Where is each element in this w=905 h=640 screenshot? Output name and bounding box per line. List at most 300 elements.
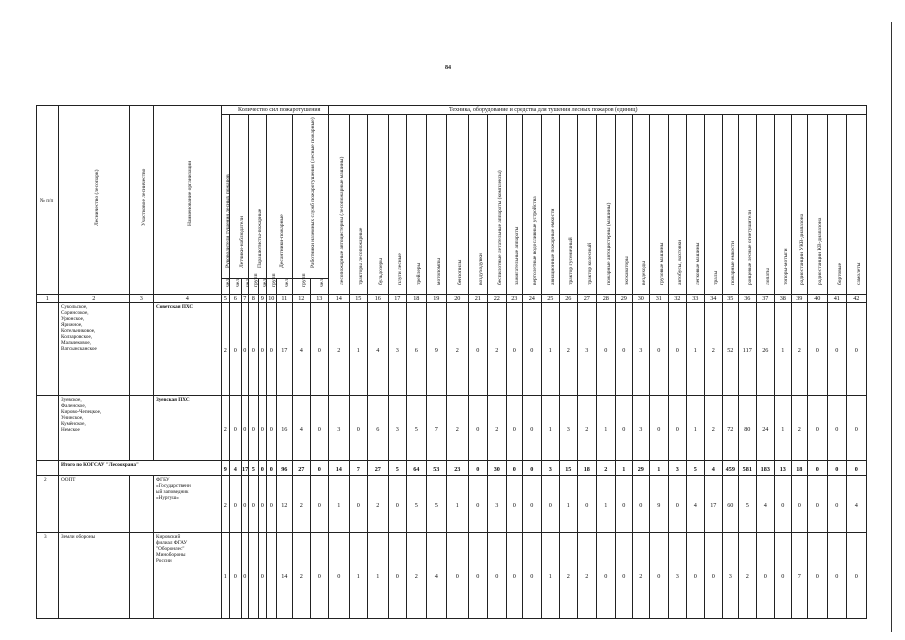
- cell-value: 0: [604, 346, 608, 354]
- cell-value: 0: [815, 501, 819, 509]
- cell-value: 27: [298, 465, 305, 473]
- row-4-val-40: [807, 532, 828, 619]
- row-0-val-30: [632, 302, 650, 396]
- col-number-text: 2: [92, 295, 96, 302]
- row-4-val-41: [827, 532, 847, 619]
- row-4-val-26: [559, 532, 578, 619]
- col-number-text: 22: [493, 295, 500, 302]
- cell-value: 2: [495, 346, 499, 354]
- cell-value: 0: [251, 501, 255, 509]
- row-4-val-20: [446, 532, 469, 619]
- header-equipment-20: [468, 114, 488, 295]
- row-4-val-31: [649, 532, 669, 619]
- cell-value: 0: [243, 573, 247, 580]
- row-2-val-16: [367, 460, 389, 476]
- cell-value: 0: [243, 425, 247, 433]
- row-4-val-15: [349, 532, 368, 619]
- sub-header-5: [229, 278, 242, 295]
- cell-value: 2: [223, 425, 227, 433]
- cell-value: 0: [693, 573, 697, 580]
- cell-value: 2: [495, 425, 499, 433]
- row-3-val-29: [615, 475, 633, 533]
- row-3-val-19: [426, 475, 447, 533]
- row-2-val-17: [388, 460, 407, 476]
- row-3-val-6: [229, 475, 242, 533]
- row-3-val-8: [248, 475, 259, 533]
- row-2-val-11: [276, 460, 293, 476]
- col-number-text: 42: [853, 295, 860, 302]
- cell-value: 7: [434, 425, 438, 433]
- row-4-val-27: [577, 532, 597, 619]
- row-4-val-38: [774, 532, 792, 619]
- cell-value: 0: [781, 501, 785, 509]
- header-text: грузовые машины: [658, 242, 665, 285]
- row-0-val-27: [577, 302, 597, 396]
- cell-value: 3: [639, 425, 643, 433]
- cell-value: 0: [251, 346, 255, 354]
- row-1-val-17: [388, 395, 407, 461]
- cell-value: 2: [566, 573, 570, 580]
- row-3-val-22: [487, 475, 507, 533]
- col-number-text: 34: [710, 295, 717, 302]
- row-2-val-31: [649, 460, 669, 476]
- row-1-val-30: [632, 395, 650, 461]
- cell-value: 9: [657, 501, 661, 509]
- row-2-val-21: [468, 460, 488, 476]
- cell-value: 7: [797, 573, 801, 580]
- cell-value: 17: [242, 465, 249, 473]
- row-2-val-22: [487, 460, 507, 476]
- cell-value: 2: [604, 465, 608, 473]
- forestry-text: ООПТ: [61, 477, 76, 483]
- cell-value: 16: [281, 425, 288, 433]
- cell-value: 2: [299, 501, 303, 509]
- cell-value: 0: [251, 425, 255, 433]
- row-4-val-23: [506, 532, 523, 619]
- row-3-forestry: [58, 475, 130, 533]
- row-4-val-39: [791, 532, 808, 619]
- cell-value: 3: [495, 501, 499, 509]
- cell-value: 4: [299, 425, 303, 433]
- org-text: Советская ПХС: [156, 304, 194, 310]
- cell-value: 1: [548, 425, 552, 433]
- row-4-org: [153, 532, 222, 619]
- header-text: трейлеры: [416, 262, 423, 285]
- header-text: бортовые: [836, 262, 843, 285]
- col-number-text: 6: [233, 295, 237, 302]
- row-3-val-42: [846, 475, 867, 533]
- row-1-val-19: [426, 395, 447, 461]
- row-4-val-19: [426, 532, 447, 619]
- cell-value: 1: [337, 501, 341, 509]
- header-text: плуги лесные: [397, 252, 404, 285]
- header-equipment-41: [846, 114, 867, 295]
- row-2-val-26: [559, 460, 578, 476]
- cell-value: 0: [233, 501, 237, 509]
- cell-value: 0: [233, 346, 237, 354]
- row-3-val-38: [774, 475, 792, 533]
- row-4-val-35: [722, 532, 739, 619]
- col-number-text: 25: [547, 295, 554, 302]
- row-0-val-40: [807, 302, 828, 396]
- col-number-text: 27: [583, 295, 590, 302]
- row-1-forestry: [58, 395, 130, 461]
- cell-value: 1: [548, 573, 552, 580]
- row-3-val-35: [722, 475, 739, 533]
- cell-value: 0: [243, 501, 247, 509]
- cell-value: 0: [797, 501, 801, 509]
- row-3-val-25: [541, 475, 560, 533]
- row-3-val-40: [807, 475, 828, 533]
- row-1-val-13: [310, 395, 329, 461]
- row-4-val-42: [846, 532, 867, 619]
- header-text: топоры-мотыги: [782, 248, 789, 285]
- cell-value: 0: [657, 425, 661, 433]
- header-equipment-38: [791, 114, 808, 295]
- cell-value: 3: [566, 425, 570, 433]
- row-1-val-11: [276, 395, 293, 461]
- cell-value: 18: [583, 465, 590, 473]
- header-equipment-27: [596, 114, 616, 295]
- row-1-val-33: [686, 395, 705, 461]
- row-3-val-12: [292, 475, 311, 533]
- row-1-val-23: [506, 395, 523, 461]
- cell-value: 1: [604, 501, 608, 509]
- row-4-val-13: [310, 532, 329, 619]
- header-text: радиостанции КВ-диапазона: [817, 217, 824, 285]
- row-3-val-23: [506, 475, 523, 533]
- cell-value: 4: [434, 573, 438, 580]
- cell-value: 2: [414, 573, 418, 580]
- cell-value: 0: [622, 501, 626, 509]
- cell-value: 6: [376, 425, 380, 433]
- row-2-val-32: [668, 460, 687, 476]
- header-text: автобусы, вахтовки: [677, 239, 684, 285]
- row-0-val-33: [686, 302, 705, 396]
- cell-value: 0: [260, 425, 264, 433]
- row-3-val-34: [704, 475, 723, 533]
- cell-value: 1: [693, 346, 697, 354]
- col-number-text: 8: [251, 295, 255, 302]
- row-1-val-12: [292, 395, 311, 461]
- row-4-val-22: [487, 532, 507, 619]
- cell-value: 0: [260, 501, 264, 509]
- header-text: Наименование организации: [187, 160, 194, 226]
- row-3-val-32: [668, 475, 687, 533]
- cell-value: 1: [566, 501, 570, 509]
- cell-value: 0: [356, 425, 360, 433]
- row-1-val-42: [846, 395, 867, 461]
- col-number-text: 35: [727, 295, 734, 302]
- row-3-val-18: [406, 475, 427, 533]
- cell-value: 3: [337, 425, 341, 433]
- row-1-val-27: [577, 395, 597, 461]
- row-4-val-14: [328, 532, 350, 619]
- cell-value: 18: [796, 465, 803, 473]
- cell-value: 53: [433, 465, 440, 473]
- cell-value: 0: [455, 573, 459, 580]
- cell-value: 96: [281, 465, 288, 473]
- header-text: воздуходувки: [477, 252, 484, 285]
- sub-header-text: чел: [244, 278, 251, 287]
- cell-value: 0: [512, 465, 516, 473]
- cell-value: 0: [243, 346, 247, 354]
- col-number-text: 29: [620, 295, 627, 302]
- cell-value: 0: [512, 425, 516, 433]
- row-3-val-26: [559, 475, 578, 533]
- row-2-val-36: [738, 460, 757, 476]
- row-4-val-29: [615, 532, 633, 619]
- cell-value: 0: [269, 465, 273, 473]
- cell-value: 2: [797, 346, 801, 354]
- row-1-val-6: [229, 395, 242, 461]
- row-1-val-22: [487, 395, 507, 461]
- row-2-val-19: [426, 460, 447, 476]
- cell-value: 0: [260, 573, 264, 580]
- row-1-val-38: [774, 395, 792, 461]
- cell-value: 9: [434, 346, 438, 354]
- sub-header-text: групп: [271, 273, 278, 287]
- header-equipment-24: [541, 114, 560, 295]
- row-2-val-38: [774, 460, 792, 476]
- row-4-val-36: [738, 532, 757, 619]
- cell-value: 2: [745, 573, 749, 580]
- cell-value: 4: [376, 346, 380, 354]
- cell-value: 7: [356, 465, 360, 473]
- row-4-forestry: [58, 532, 130, 619]
- row-1-val-36: [738, 395, 757, 461]
- cell-value: 2: [299, 573, 303, 580]
- col-number-text: 13: [316, 295, 323, 302]
- cell-value: 0: [530, 501, 534, 509]
- cell-value: 0: [548, 501, 552, 509]
- cell-value: 6: [414, 346, 418, 354]
- header-equipment-19: [446, 114, 469, 295]
- row-0-val-25: [541, 302, 560, 396]
- header-text: бульдозеры: [377, 257, 384, 285]
- header-equipment-35: [738, 114, 757, 295]
- row-2-val-25: [541, 460, 560, 476]
- cell-value: 0: [476, 501, 480, 509]
- sub-header-11: [292, 273, 311, 295]
- row-0-val-21: [468, 302, 488, 396]
- header-text: ранцевые лесные огнетушители: [747, 209, 754, 285]
- cell-value: 14: [335, 465, 342, 473]
- cell-value: 1: [356, 346, 360, 354]
- cell-value: 2: [797, 425, 801, 433]
- cell-value: 0: [476, 573, 480, 580]
- col-number-text: 3: [139, 295, 143, 302]
- cell-value: 3: [395, 425, 399, 433]
- row-2-val-34: [704, 460, 723, 476]
- header-equipment-23: [522, 114, 542, 295]
- cell-value: 4: [299, 346, 303, 354]
- row-0-val-41: [827, 302, 847, 396]
- header-equipment-26: [577, 114, 597, 295]
- cell-value: 4: [854, 501, 858, 509]
- cell-value: 0: [530, 346, 534, 354]
- header-equipment-25: [559, 114, 578, 295]
- row-1-val-34: [704, 395, 723, 461]
- row-4-val-25: [541, 532, 560, 619]
- header-text: зажигательные аппараты: [514, 226, 521, 285]
- row-2-val-23: [506, 460, 523, 476]
- cell-value: 0: [530, 465, 534, 473]
- row-2-val-8: [248, 460, 259, 476]
- cell-value: 9: [223, 465, 227, 473]
- row-3-district: [129, 475, 154, 533]
- cell-value: 2: [585, 425, 589, 433]
- col-number-text: 1: [45, 295, 49, 302]
- header-text: экскаваторы: [623, 255, 630, 285]
- header-equipment-22: [506, 114, 523, 295]
- row-3-val-37: [756, 475, 775, 533]
- row-1-val-25: [541, 395, 560, 461]
- row-3-val-27: [577, 475, 597, 533]
- row-4-val-18: [406, 532, 427, 619]
- header-equipment-36: [756, 114, 775, 295]
- header-equipment-39: [807, 114, 828, 295]
- cell-value: 183: [760, 465, 770, 473]
- cell-value: 1: [548, 346, 552, 354]
- row-0-val-19: [426, 302, 447, 396]
- cell-value: 27: [374, 465, 381, 473]
- header-force-2: [248, 114, 267, 279]
- row-4-val-11: [276, 532, 293, 619]
- col-number-text: 37: [762, 295, 769, 302]
- cell-value: 3: [675, 465, 679, 473]
- row-3-val-41: [827, 475, 847, 533]
- cell-value: 0: [269, 346, 273, 354]
- row-number: 3: [44, 534, 47, 540]
- cell-value: 1: [781, 425, 785, 433]
- cell-value: 5: [395, 465, 399, 473]
- cell-value: 0: [854, 573, 858, 580]
- sub-header-text: чел: [284, 278, 291, 287]
- row-1-num: [36, 395, 59, 461]
- row-0-val-15: [349, 302, 368, 396]
- row-1-val-20: [446, 395, 469, 461]
- row-0-val-36: [738, 302, 757, 396]
- row-4-val-8: [248, 532, 259, 619]
- header-text: вертолетные водосливные устройства: [531, 195, 538, 285]
- cell-value: 23: [454, 465, 461, 473]
- header-text: Парашютисты-пожарные: [257, 208, 264, 268]
- row-4-num: [36, 532, 59, 619]
- row-2-val-15: [349, 460, 368, 476]
- row-0-val-14: [328, 302, 350, 396]
- col-number-text: 33: [692, 295, 699, 302]
- cell-value: 117: [742, 346, 752, 354]
- cell-value: 5: [251, 465, 255, 473]
- cell-value: 0: [260, 465, 264, 473]
- cell-value: 0: [317, 425, 321, 433]
- org-text: Кировский филиал ФГАУ "Оборонлес" Минобороны России: [156, 534, 188, 564]
- cell-value: 0: [711, 573, 715, 580]
- cell-value: 3: [395, 346, 399, 354]
- col-number-text: 39: [796, 295, 803, 302]
- cell-value: 0: [476, 346, 480, 354]
- cell-value: 0: [854, 425, 858, 433]
- cell-value: 5: [414, 501, 418, 509]
- header-text: беспилотные летательные аппараты (комплексы): [496, 169, 503, 285]
- row-2-label: [58, 460, 222, 476]
- col-number-text: 17: [394, 295, 401, 302]
- row-0-val-11: [276, 302, 293, 396]
- cell-value: 0: [675, 501, 679, 509]
- row-1-val-10: [266, 395, 277, 461]
- row-0-val-29: [615, 302, 633, 396]
- row-0-val-32: [668, 302, 687, 396]
- cell-value: 1: [781, 346, 785, 354]
- col-number-text: 28: [602, 295, 609, 302]
- cell-value: 26: [762, 346, 769, 354]
- row-1-org: [153, 395, 222, 461]
- row-0-val-28: [596, 302, 616, 396]
- row-0-org: [153, 302, 222, 396]
- row-1-val-40: [807, 395, 828, 461]
- cell-value: 2: [455, 346, 459, 354]
- cell-value: 2: [566, 346, 570, 354]
- cell-value: 24: [762, 425, 769, 433]
- cell-value: 0: [356, 501, 360, 509]
- header-text: № п/п: [40, 198, 54, 204]
- org-text: Зуевская ПХС: [156, 397, 190, 403]
- row-4-val-6: [229, 532, 242, 619]
- header-force-1: [229, 114, 249, 279]
- row-0-val-39: [791, 302, 808, 396]
- header-text: вездеходы: [640, 260, 647, 285]
- row-3-val-17: [388, 475, 407, 533]
- row-0-val-12: [292, 302, 311, 396]
- header-text: авиационные пожарные емкости: [550, 208, 557, 285]
- col-number-text: 24: [528, 295, 535, 302]
- cell-value: 3: [548, 465, 552, 473]
- header-equipment-16: [388, 114, 407, 295]
- col-number-text: 38: [779, 295, 786, 302]
- page-number: 84: [445, 65, 451, 71]
- cell-value: 3: [728, 573, 732, 580]
- row-4-val-28: [596, 532, 616, 619]
- cell-value: 581: [742, 465, 752, 473]
- org-text: ФГБУ «Государственн ый заповедник «Нургуш»: [156, 477, 191, 501]
- header-text: бензопилы: [457, 259, 464, 285]
- row-1-val-14: [328, 395, 350, 461]
- col-number-text: 11: [281, 295, 288, 302]
- row-0-val-24: [522, 302, 542, 396]
- cell-value: 1: [376, 573, 380, 580]
- row-4-val-37: [756, 532, 775, 619]
- header-equipment-29: [632, 114, 650, 295]
- cell-value: 1: [604, 425, 608, 433]
- row-4-val-12: [292, 532, 311, 619]
- row-0-num: [36, 302, 59, 396]
- row-0-val-26: [559, 302, 578, 396]
- forestry-text: Сукольское, Соринсокое, Урюнское, Ярижное, Котельниковое, Колзаровское, Мальчековое, Ватсынсканское: [61, 304, 97, 352]
- cell-value: 1: [622, 465, 626, 473]
- sub-header-text: групп: [301, 273, 308, 287]
- row-2-val-27: [577, 460, 597, 476]
- row-0-val-17: [388, 302, 407, 396]
- row-2-val-10: [266, 460, 277, 476]
- sub-header-10: [276, 278, 293, 295]
- cell-value: 0: [815, 573, 819, 580]
- row-1-val-39: [791, 395, 808, 461]
- row-2-val-37: [756, 460, 775, 476]
- row-0-val-35: [722, 302, 739, 396]
- cell-value: 60: [727, 501, 734, 509]
- cell-value: 2: [639, 573, 643, 580]
